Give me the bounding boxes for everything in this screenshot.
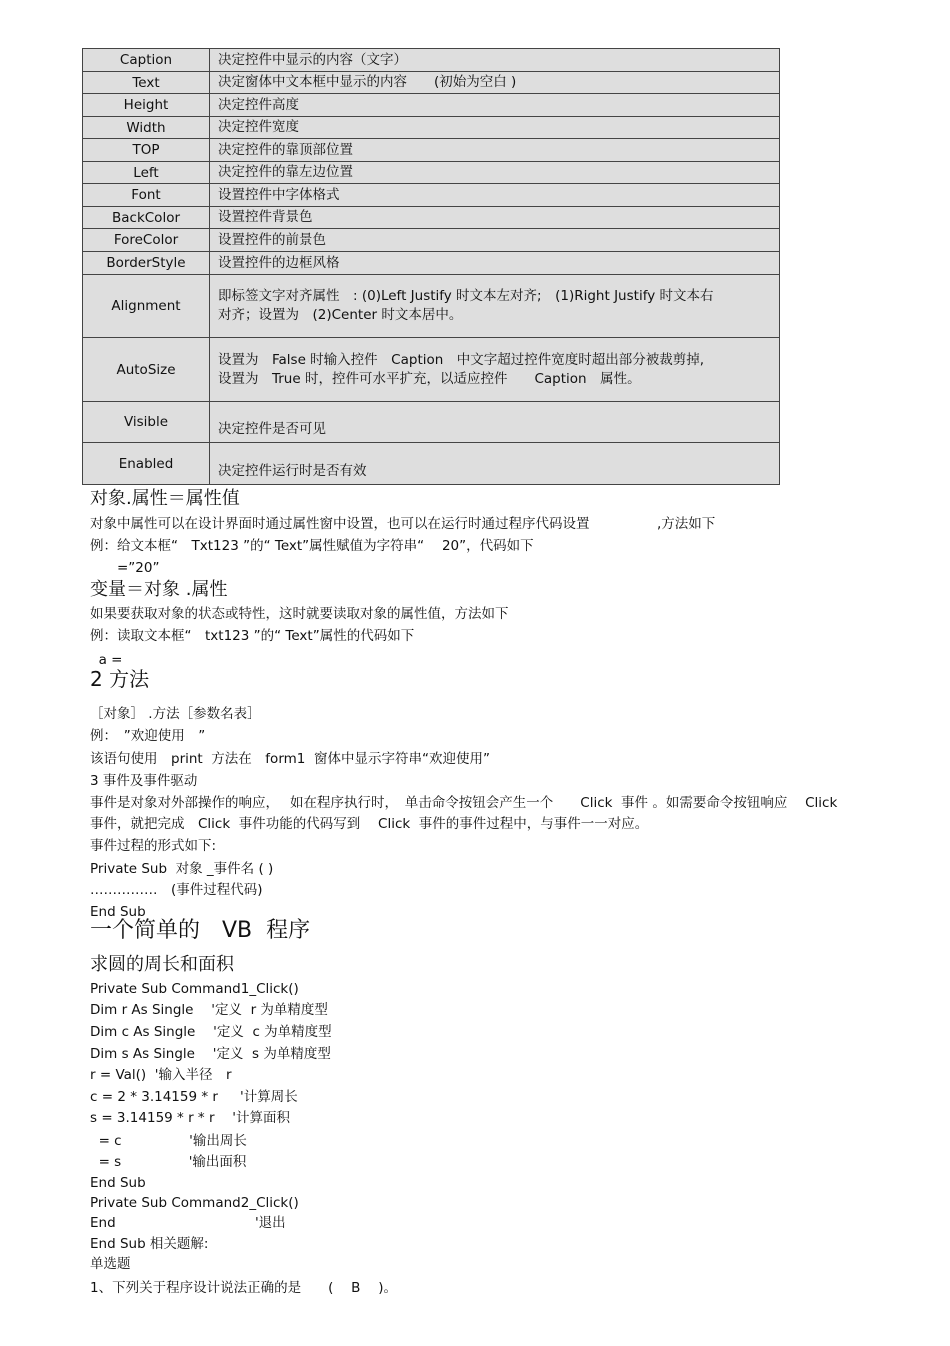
code-line: Private Sub Command2_Click() bbox=[90, 1195, 299, 1211]
syntax-heading: 对象.属性＝属性值 bbox=[90, 488, 240, 509]
code-line: Private Sub 对象 _事件名 ( ) bbox=[90, 861, 274, 877]
property-name: Height bbox=[83, 94, 210, 117]
code-line: =”20” bbox=[90, 560, 160, 576]
property-name: Enabled bbox=[83, 443, 210, 485]
code-line: = c '输出周长 bbox=[90, 1133, 247, 1149]
text-line: 该语句使用 print 方法在 form1 窗体中显示字符串“欢迎使用” bbox=[90, 751, 490, 767]
syntax-heading: 变量＝对象 .属性 bbox=[90, 579, 228, 600]
property-name: Visible bbox=[83, 402, 210, 443]
table-row bbox=[83, 275, 780, 338]
property-description: 决定控件是否可见 bbox=[210, 402, 780, 443]
text-line: End Sub 相关题解: bbox=[90, 1236, 209, 1252]
property-name: BorderStyle bbox=[83, 252, 210, 275]
property-name: BackColor bbox=[83, 207, 210, 229]
property-description: 决定控件的靠左边位置 bbox=[210, 162, 780, 184]
description-line: 即标签文字对齐属性 : (0)Left Justify 时文本左对齐; (1)Right Justify 时文本右 bbox=[218, 288, 714, 304]
property-description bbox=[210, 338, 780, 402]
property-name: Caption bbox=[83, 49, 210, 72]
section-heading: 一个简单的 VB 程序 bbox=[90, 918, 311, 943]
table-row bbox=[83, 184, 780, 207]
table-row bbox=[83, 207, 780, 229]
syntax-line: ［对象］ .方法［参数名表］ bbox=[90, 706, 261, 722]
property-name: TOP bbox=[83, 139, 210, 162]
code-line: r = Val() '输入半径 r bbox=[90, 1067, 232, 1083]
table-row bbox=[83, 139, 780, 162]
table-row bbox=[83, 49, 780, 72]
text-line: 单选题 bbox=[90, 1256, 131, 1272]
property-name: AutoSize bbox=[83, 338, 210, 402]
section-heading: 3 事件及事件驱动 bbox=[90, 773, 198, 789]
property-description: 决定控件宽度 bbox=[210, 117, 780, 139]
property-description: 设置控件背景色 bbox=[210, 207, 780, 229]
property-name: Width bbox=[83, 117, 210, 139]
code-line: c = 2 * 3.14159 * r '计算周长 bbox=[90, 1089, 298, 1105]
description-line: 设置为 False 时输入控件 Caption 中文字超过控件宽度时超出部分被裁剪掉, bbox=[218, 351, 705, 368]
code-line: s = 3.14159 * r * r '计算面积 bbox=[90, 1110, 291, 1126]
table-row bbox=[83, 402, 780, 443]
table-row bbox=[83, 252, 780, 275]
code-line: a = bbox=[90, 652, 123, 668]
code-line: Dim r As Single '定义 r 为单精度型 bbox=[90, 1002, 328, 1018]
property-description: 设置控件的边框风格 bbox=[210, 252, 780, 275]
text-line: 例： ”欢迎使用 ” bbox=[90, 728, 206, 744]
text-line: 事件过程的形式如下: bbox=[90, 838, 217, 854]
text-line: 例：读取文本框“ txt123 ”的“ Text”属性的代码如下 bbox=[90, 628, 415, 644]
table-row bbox=[83, 117, 780, 139]
property-description: 设置控件中字体格式 bbox=[210, 184, 780, 207]
table-row bbox=[83, 94, 780, 117]
property-description: 决定控件的靠顶部位置 bbox=[210, 139, 780, 162]
table-row bbox=[83, 162, 780, 184]
code-line: End '退出 bbox=[90, 1215, 286, 1231]
description-line: 对齐；设置为 (2)Center 时文本居中。 bbox=[218, 307, 463, 323]
question-line: 1、下列关于程序设计说法正确的是 ( B )。 bbox=[90, 1280, 397, 1296]
property-description bbox=[210, 275, 780, 338]
properties-table bbox=[82, 48, 780, 485]
text-line: 事件是对象对外部操作的响应， 如在程序执行时， 单击命令按钮会产生一个 Click 事件 。如需要命令按钮响应 Click bbox=[90, 795, 838, 811]
property-description: 决定窗体中文本框中显示的内容 (初始为空白 ) bbox=[210, 72, 780, 94]
text-line: 如果要获取对象的状态或特性，这时就要读取对象的属性值，方法如下 bbox=[90, 606, 509, 622]
text-line: 对象中属性可以在设计界面时通过属性窗中设置，也可以在运行时通过程序代码设置 ,方法如下 bbox=[90, 516, 716, 532]
table-row bbox=[83, 229, 780, 252]
code-line: …………… (事件过程代码) bbox=[90, 882, 263, 898]
code-line: End Sub bbox=[90, 1175, 146, 1191]
property-description: 决定控件中显示的内容（文字） bbox=[210, 49, 780, 72]
table-row bbox=[83, 72, 780, 94]
code-line: End Sub bbox=[90, 904, 146, 920]
property-description: 决定控件高度 bbox=[210, 94, 780, 117]
property-name: Font bbox=[83, 184, 210, 207]
property-name: ForeColor bbox=[83, 229, 210, 252]
property-name: Text bbox=[83, 72, 210, 94]
code-line: = s '输出面积 bbox=[90, 1154, 247, 1170]
text-line: 事件，就把完成 Click 事件功能的代码写到 Click 事件的事件过程中，与事件一一对应。 bbox=[90, 816, 649, 832]
subheading: 求圆的周长和面积 bbox=[90, 954, 234, 975]
section-heading: 2 方法 bbox=[90, 667, 150, 691]
property-name: Alignment bbox=[83, 275, 210, 338]
text-line: 例：给文本框“ Txt123 ”的“ Text”属性赋值为字符串“ 20”，代码如下 bbox=[90, 538, 534, 554]
property-description: 设置控件的前景色 bbox=[210, 229, 780, 252]
description-line: 设置为 True 时，控件可水平扩充，以适应控件 Caption 属性。 bbox=[218, 370, 641, 387]
code-line: Dim c As Single '定义 c 为单精度型 bbox=[90, 1024, 332, 1040]
property-name: Left bbox=[83, 162, 210, 184]
code-line: Private Sub Command1_Click() bbox=[90, 981, 299, 997]
property-description: 决定控件运行时是否有效 bbox=[210, 443, 780, 485]
table-row bbox=[83, 338, 780, 402]
table-row bbox=[83, 443, 780, 485]
code-line: Dim s As Single '定义 s 为单精度型 bbox=[90, 1046, 331, 1062]
